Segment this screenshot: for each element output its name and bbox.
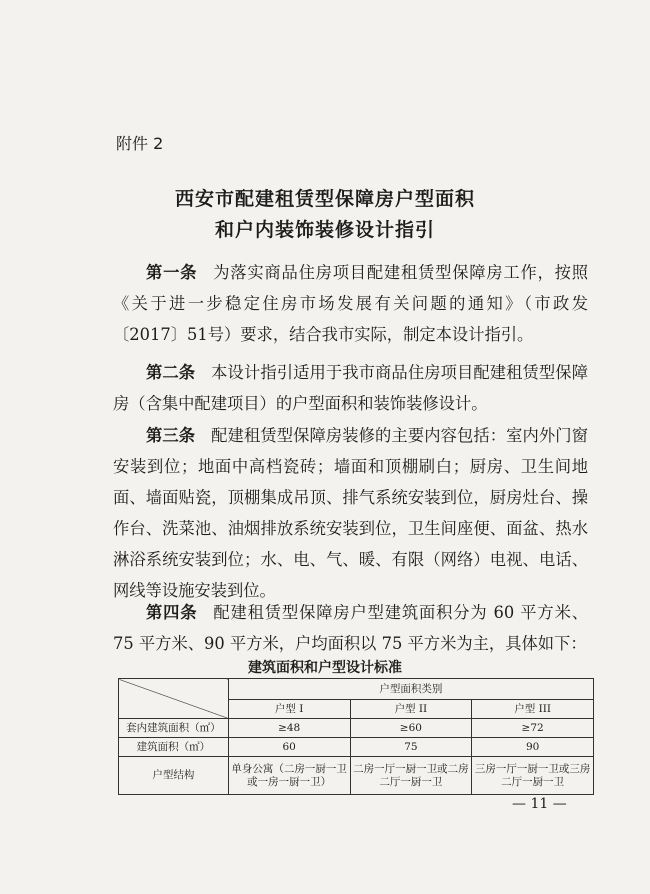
table-cell: 90 [472, 738, 594, 757]
table-row [119, 719, 594, 738]
type-header: 户型 I [228, 700, 350, 719]
row-label: 户型结构 [119, 757, 229, 795]
attachment-label: 附件 2 [116, 134, 164, 153]
table-cell: 60 [228, 738, 350, 757]
article-1 [113, 257, 588, 350]
design-standard-table [118, 678, 594, 795]
row-label: 建筑面积（㎡） [119, 738, 229, 757]
document-title-line-1: 西安市配建租赁型保障房户型面积 [174, 188, 475, 210]
table-cell: ≥72 [472, 719, 594, 738]
article-text: 为落实商品住房项目配建租赁型保障房工作，按照《关于进一步稳定住房市场发展有关问题的通知》（市政发〔2017〕51号）要求，结合我市实际，制定本设计指引。 [113, 263, 588, 344]
table-cell: 三房一厅一厨一卫或三房二厅一厨一卫 [472, 757, 594, 795]
article-text: 配建租赁型保障房装修的主要内容包括：室内外门窗安装到位；地面中高档瓷砖；墙面和顶棚刷白；厨房、卫生间地面、墙面贴瓷，顶棚集成吊顶、排气系统安装到位，厨房灶台、操作台、洗菜池、油烟排放系统安装到位，卫生间座便、面盆、热水淋浴系统安装到位；水、电、气、暖、有限（网络）电视、电话、网线等设施安装到位。 [113, 426, 588, 600]
document-title-line-2: 和户内装饰装修设计指引 [214, 219, 435, 241]
table-corner-cell [119, 679, 229, 719]
article-4 [113, 597, 588, 659]
article-label: 第三条 [146, 426, 196, 445]
table-row [119, 757, 594, 795]
page-number: — 11 — [512, 796, 567, 812]
table-cell: 单身公寓（二房一厨一卫或一房一厨一卫） [228, 757, 350, 795]
article-3 [113, 420, 588, 606]
table-row [119, 738, 594, 757]
table-cell: ≥60 [350, 719, 472, 738]
table-cell: 75 [350, 738, 472, 757]
article-label: 第二条 [146, 363, 196, 382]
article-label: 第四条 [146, 603, 198, 622]
article-2 [113, 357, 588, 419]
table-cell: ≥48 [228, 719, 350, 738]
category-header: 户型面积类别 [228, 679, 593, 700]
article-text: 本设计指引适用于我市商品住房项目配建租赁型保障房（含集中配建项目）的户型面积和装饰装修设计。 [113, 363, 588, 413]
type-header: 户型 III [472, 700, 594, 719]
type-header: 户型 II [350, 700, 472, 719]
table-cell: 二房一厅一厨一卫或二房二厅一厨一卫 [350, 757, 472, 795]
article-text: 配建租赁型保障房户型建筑面积分为 60 平方米、75 平方米、90 平方米，户均面积以 75 平方米为主，具体如下： [113, 603, 588, 653]
row-label: 套内建筑面积（㎡） [119, 719, 229, 738]
article-label: 第一条 [146, 263, 198, 282]
table-caption: 建筑面积和户型设计标准 [248, 660, 402, 676]
